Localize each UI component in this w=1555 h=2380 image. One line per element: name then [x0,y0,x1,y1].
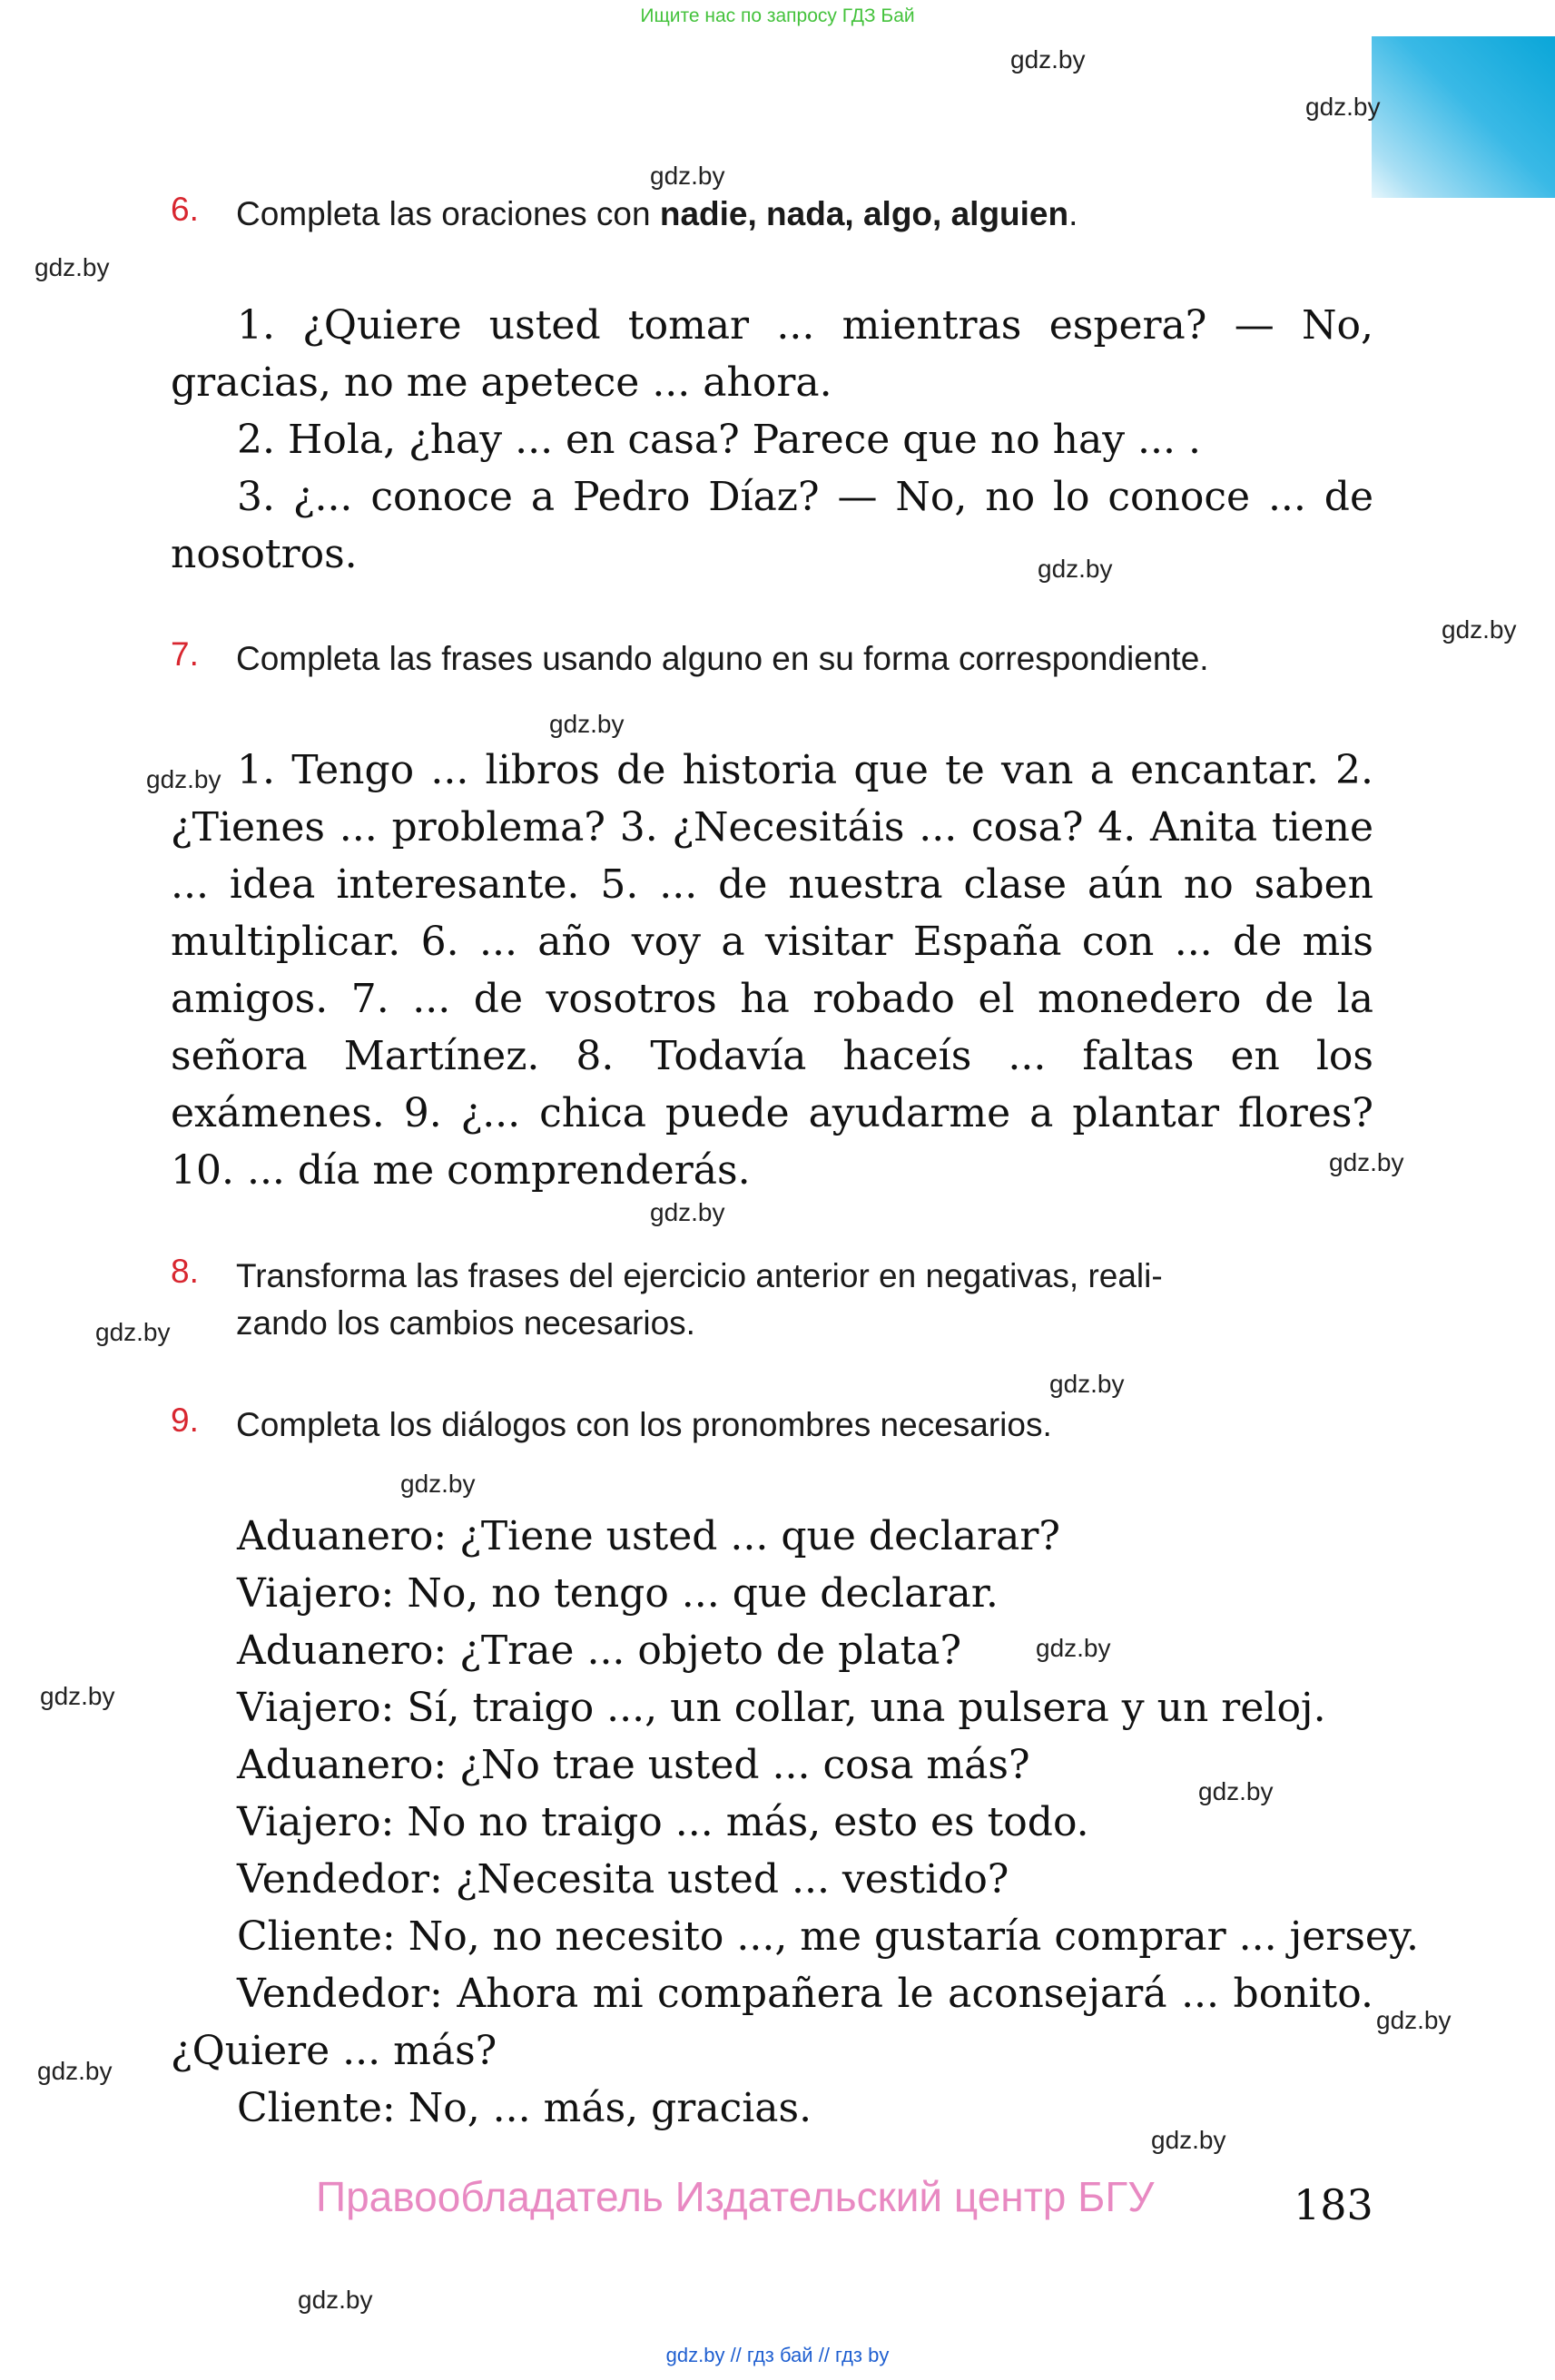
exercise-6-line: 3. ¿... conoce a Pedro Díaz? — No, no lo conoce ... de nosotros. [171,474,1373,577]
watermark: gdz.by [95,1318,171,1346]
corner-tab-decoration [1372,36,1555,198]
watermark: gdz.by [400,1470,476,1498]
page-number: 183 [1294,2180,1373,2229]
exercise-6-sentences [171,297,1373,583]
exercise-9-prompt: Completa los diálogos con los pronombres necesarios. [236,1406,1052,1443]
watermark: gdz.by [40,1682,115,1710]
exercise-8-prompt-line: Transforma las frases del ejercicio anterior en negativas, reali- [236,1257,1163,1294]
exercise-6-number: 6. [171,191,199,228]
exercise-6-prompt: Completa las oraciones con nadie, nada, algo, alguien. [236,195,1078,232]
watermark: gdz.by [549,710,625,738]
exercise-7-prompt: Completa las frases usando alguno en su forma correspondiente. [236,640,1209,677]
exercise-7-number: 7. [171,635,199,673]
watermark: gdz.by [1049,1370,1125,1398]
dialogue-line: Vendedor: ¿Necesita usted ... vestido? [237,1856,1009,1903]
watermark: gdz.by [1442,615,1517,644]
dialogue-line: Viajero: No, no tengo ... que declarar. [237,1570,999,1617]
watermark: gdz.by [1329,1148,1404,1176]
watermark: gdz.by [1036,1634,1111,1662]
watermark: gdz.by [1305,93,1381,121]
watermark: gdz.by [1038,555,1113,583]
dialogue-line: Vendedor: Ahora mi compañera le aconsejará ... bonito. ¿Quiere ... más? [171,1971,1373,2074]
watermark: gdz.by [1376,2006,1452,2034]
exercise-7-text [171,742,1373,1199]
watermark: gdz.by [34,253,110,281]
exercise-8-prompt-line: zando los cambios necesarios. [236,1304,695,1342]
watermark: gdz.by [650,1198,725,1226]
dialogue-line: Viajero: Sí, traigo ..., un collar, una pulsera y un reloj. [237,1685,1326,1731]
dialogue-line: Aduanero: ¿Tiene usted ... que declarar? [237,1513,1060,1559]
watermark: gdz.by [1151,2126,1226,2154]
dialogue-line: Cliente: No, no necesito ..., me gustaría comprar ... jersey. [237,1913,1419,1960]
exercise-8-number: 8. [171,1253,199,1290]
exercise-6-line: 1. ¿Quiere usted tomar ... mientras espera? — No, gracias, no me apetece ... ahora. [171,302,1373,406]
watermark: gdz.by [1010,45,1086,74]
watermark: gdz.by [650,162,725,190]
watermark: gdz.by [37,2057,113,2085]
exercise-7-paragraph: 1. Tengo ... libros de historia que te van a encantar. 2. ¿Tienes ... problema? 3. ¿Necesitáis ... cosa? 4. Anita tiene ... idea interesante. 5. ... de nuestra clase aún no saben multiplicar. 6. ... año voy a visitar España con ... de mis amigos. 7. ... de vosotros ha robado el monedero de la señora Martínez. 8. Todavía haceís ... faltas en los exámenes. 9. ¿... chica puede ayudarme a plantar flores? 10. ... día me comprenderás. [171,747,1373,1194]
dialogue-line: Cliente: No, ... más, gracias. [237,2085,812,2131]
exercise-9-number: 9. [171,1401,199,1439]
exercise-8-prompt [236,1253,1373,1347]
watermark: gdz.by [1198,1777,1274,1805]
watermark: gdz.by [298,2286,373,2314]
dialogue-line: Aduanero: ¿Trae ... objeto de plata? [237,1628,962,1674]
watermark: gdz.by [146,765,221,793]
top-banner[interactable]: Ищите нас по запросу ГДЗ Бай [640,5,915,26]
dialogue-line: Aduanero: ¿No trae usted ... cosa más? [237,1742,1030,1788]
exercise-6-line: 2. Hola, ¿hay ... en casa? Parece que no hay ... . [237,417,1201,463]
dialogue-line: Viajero: No no traigo ... más, esto es todo. [237,1799,1089,1845]
bottom-links[interactable]: gdz.by // гдз бай // гдз by [665,2344,890,2366]
copyright-notice: Правообладатель Издательский центр БГУ [316,2173,1155,2220]
